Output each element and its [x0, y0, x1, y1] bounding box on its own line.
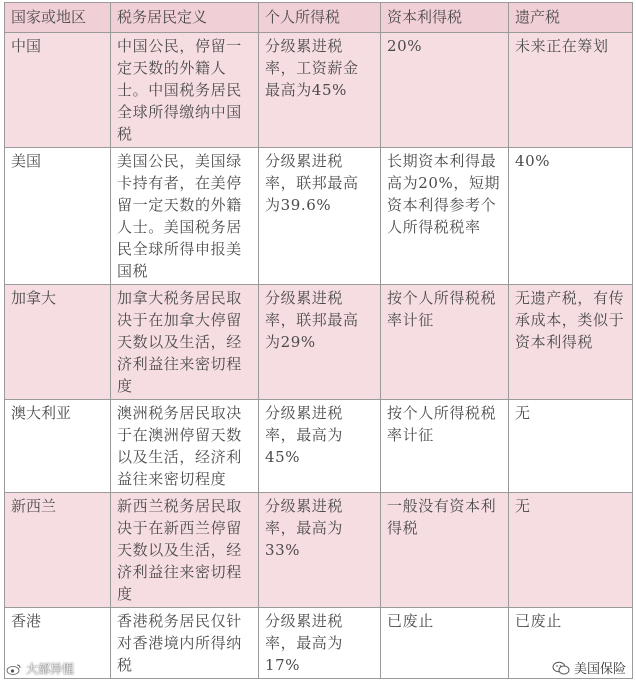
- wechat-watermark-text: 美国保险: [573, 662, 626, 677]
- wechat-watermark: [550, 658, 628, 677]
- header-country: 国家或地区: [5, 3, 111, 33]
- cell-residency: 中国公民，停留一定天数的外籍人士。中国税务居民全球所得缴纳中国税: [111, 33, 259, 148]
- header-income-tax: 个人所得税: [259, 3, 381, 33]
- header-residency: 税务居民定义: [111, 3, 259, 33]
- cell-income-tax: 分级累进税率，联邦最高为39.6%: [259, 148, 381, 285]
- table-row: [5, 33, 633, 148]
- table-row: [5, 608, 633, 679]
- tax-comparison-table: [4, 2, 633, 679]
- table-row: [5, 148, 633, 285]
- cell-country: 中国: [5, 33, 111, 148]
- weibo-watermark: [6, 660, 74, 677]
- cell-capital-gains: 长期资本利得最高为20%，短期资本利得参考个人所得税税率: [381, 148, 509, 285]
- cell-country: 新西兰: [5, 493, 111, 608]
- weibo-watermark-text: 大部异惺: [26, 662, 75, 676]
- cell-residency: 香港税务居民仅针对香港境内所得纳税: [111, 608, 259, 679]
- cell-capital-gains: 一般没有资本利得税: [381, 493, 509, 608]
- cell-estate-tax: 40%: [509, 148, 633, 285]
- table-row: [5, 285, 633, 400]
- cell-income-tax: 分级累进税率，最高为17%: [259, 608, 381, 679]
- cell-capital-gains: 已废止: [381, 608, 509, 679]
- weibo-icon: [6, 663, 22, 675]
- cell-estate-tax: 未来正在筹划: [509, 33, 633, 148]
- cell-country: 美国: [5, 148, 111, 285]
- cell-capital-gains: 按个人所得税税率计征: [381, 285, 509, 400]
- table-header-row: [5, 3, 633, 33]
- cell-income-tax: 分级累进税率，联邦最高为29%: [259, 285, 381, 400]
- table-row: [5, 400, 633, 493]
- cell-residency: 澳洲税务居民取决于在澳洲停留天数以及生活，经济利益往来密切程度: [111, 400, 259, 493]
- cell-country: 加拿大: [5, 285, 111, 400]
- header-estate-tax: 遗产税: [509, 3, 633, 33]
- cell-income-tax: 分级累进税率，最高为45%: [259, 400, 381, 493]
- header-capital-gains: 资本利得税: [381, 3, 509, 33]
- cell-estate-tax: 无: [509, 493, 633, 608]
- cell-residency: 新西兰税务居民取决于在新西兰停留天数以及生活，经济利益往来密切程度: [111, 493, 259, 608]
- cell-estate-tax: 无: [509, 400, 633, 493]
- cell-income-tax: 分级累进税率，工资薪金最高为45%: [259, 33, 381, 148]
- cell-country: 香港: [5, 608, 111, 679]
- cell-residency: 美国公民，美国绿卡持有者，在美停留一定天数的外籍人士。美国税务居民全球所得申报美国税: [111, 148, 259, 285]
- cell-estate-tax: 已废止: [509, 608, 633, 679]
- table-row: [5, 493, 633, 608]
- cell-capital-gains: 按个人所得税税率计征: [381, 400, 509, 493]
- cell-residency: 加拿大税务居民取决于在加拿大停留天数以及生活，经济利益往来密切程度: [111, 285, 259, 400]
- cell-capital-gains: 20%: [381, 33, 509, 148]
- cell-country: 澳大利亚: [5, 400, 111, 493]
- cell-estate-tax: 无遗产税，有传承成本，类似于资本利得税: [509, 285, 633, 400]
- cell-income-tax: 分级累进税率，最高为33%: [259, 493, 381, 608]
- wechat-icon: [552, 661, 570, 675]
